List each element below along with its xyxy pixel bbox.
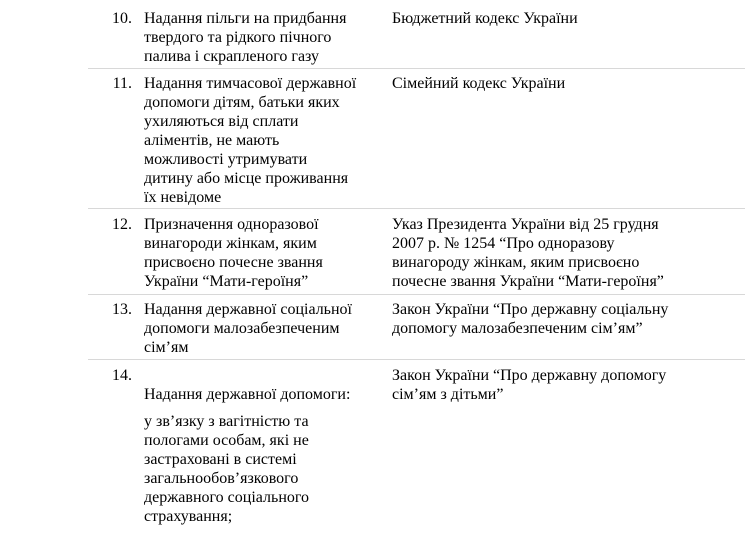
row-divider bbox=[88, 208, 745, 209]
service-name: Надання тимчасової державної допомоги дітям, батьки яких ухиляються від сплати аліментів, не мають можливості утримувати дитину або місце проживання їх невідоме bbox=[144, 75, 357, 206]
service-subitem: у зв’язку з вагітністю та пологами особам, які не застраховані в системі загальнообов’язкового державного соціального страхування; bbox=[144, 413, 310, 525]
service-heading: Надання державної допомоги: bbox=[144, 386, 351, 403]
legal-basis: Закон України “Про державну допомогу сім’ям з дітьми” bbox=[392, 367, 667, 403]
legal-basis: Сімейний кодекс України bbox=[392, 75, 566, 92]
legal-basis: Бюджетний кодекс України bbox=[392, 10, 578, 27]
service-name bbox=[144, 366, 376, 545]
row-divider bbox=[88, 294, 745, 295]
service-name: Надання державної соціальної допомоги малозабезпеченим сім’ям bbox=[144, 301, 352, 356]
row-divider bbox=[88, 68, 745, 69]
service-name: Надання пільги на придбання твердого та рідкого пічного палива і скрапленого газу bbox=[144, 10, 347, 65]
row-divider bbox=[88, 359, 745, 360]
row-number: 10. bbox=[112, 10, 132, 27]
legal-basis: Закон України “Про державну соціальну допомогу малозабезпеченим сім’ям” bbox=[392, 301, 669, 337]
row-number: 12. bbox=[112, 216, 132, 233]
row-number: 11. bbox=[112, 75, 132, 92]
row-number: 14. bbox=[112, 367, 132, 384]
legal-basis: Указ Президента України від 25 грудня 2007 р. № 1254 “Про одноразову винагороду жінкам, яким присвоєно почесне звання України “Мати-героїня” bbox=[392, 216, 664, 290]
service-name: Призначення одноразової винагороди жінкам, яким присвоєно почесне звання України “Мати-героїня” bbox=[144, 216, 323, 290]
row-number: 13. bbox=[112, 301, 132, 318]
